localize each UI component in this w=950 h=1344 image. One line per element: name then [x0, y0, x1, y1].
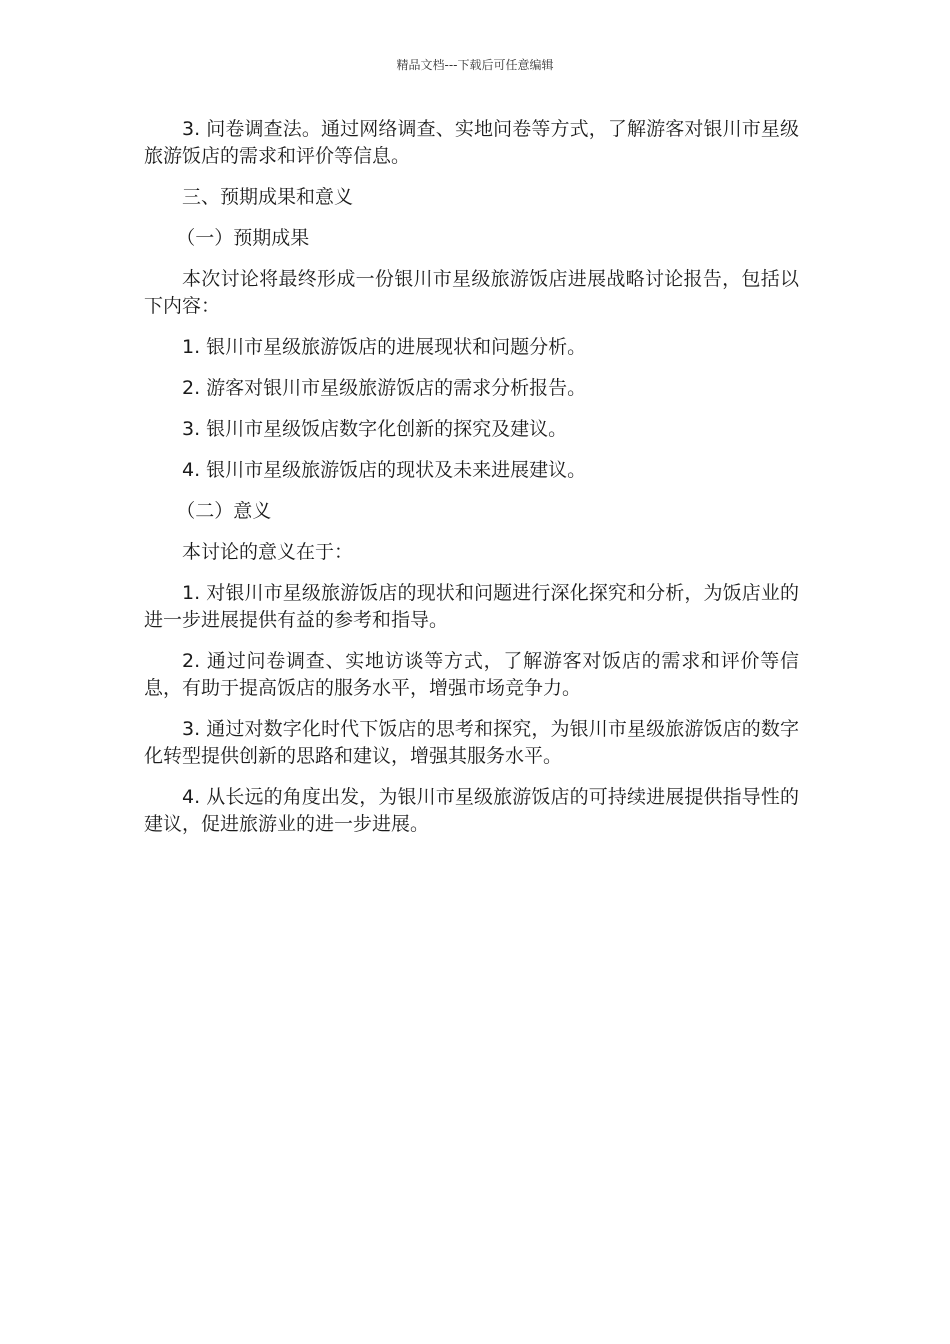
list-item-significance-2: 2. 通过问卷调查、实地访谈等方式，了解游客对饭店的需求和评价等信息，有助于提高饭店的服务水平，增强市场竞争力。: [144, 650, 799, 699]
section-heading-expected-results: 三、预期成果和意义: [182, 186, 354, 208]
paragraph-report-intro: 本次讨论将最终形成一份银川市星级旅游饭店进展战略讨论报告，包括以下内容：: [144, 268, 799, 317]
paragraph-significance-intro: 本讨论的意义在于：: [182, 541, 354, 563]
document-body: [144, 116, 799, 852]
subsection-heading-expected-results: （一）预期成果: [176, 227, 310, 249]
paragraph-method-questionnaire: 3. 问卷调查法。通过网络调查、实地问卷等方式，了解游客对银川市星级旅游饭店的需求和评价等信息。: [144, 118, 799, 167]
list-item-result-3: 3. 银川市星级饭店数字化创新的探究及建议。: [182, 418, 568, 440]
list-item-significance-3: 3. 通过对数字化时代下饭店的思考和探究，为银川市星级旅游饭店的数字化转型提供创新的思路和建议，增强其服务水平。: [144, 718, 799, 767]
list-item-result-2: 2. 游客对银川市星级旅游饭店的需求分析报告。: [182, 377, 587, 399]
subsection-heading-significance: （二）意义: [176, 500, 272, 522]
list-item-significance-1: 1. 对银川市星级旅游饭店的现状和问题进行深化探究和分析，为饭店业的进一步进展提供有益的参考和指导。: [144, 582, 799, 631]
page-header: 精品文档---下载后可任意编辑: [396, 58, 554, 72]
list-item-result-1: 1. 银川市星级旅游饭店的进展现状和问题分析。: [182, 336, 587, 358]
list-item-significance-4: 4. 从长远的角度出发，为银川市星级旅游饭店的可持续进展提供指导性的建议，促进旅游业的进一步进展。: [144, 786, 799, 835]
list-item-result-4: 4. 银川市星级旅游饭店的现状及未来进展建议。: [182, 459, 587, 481]
